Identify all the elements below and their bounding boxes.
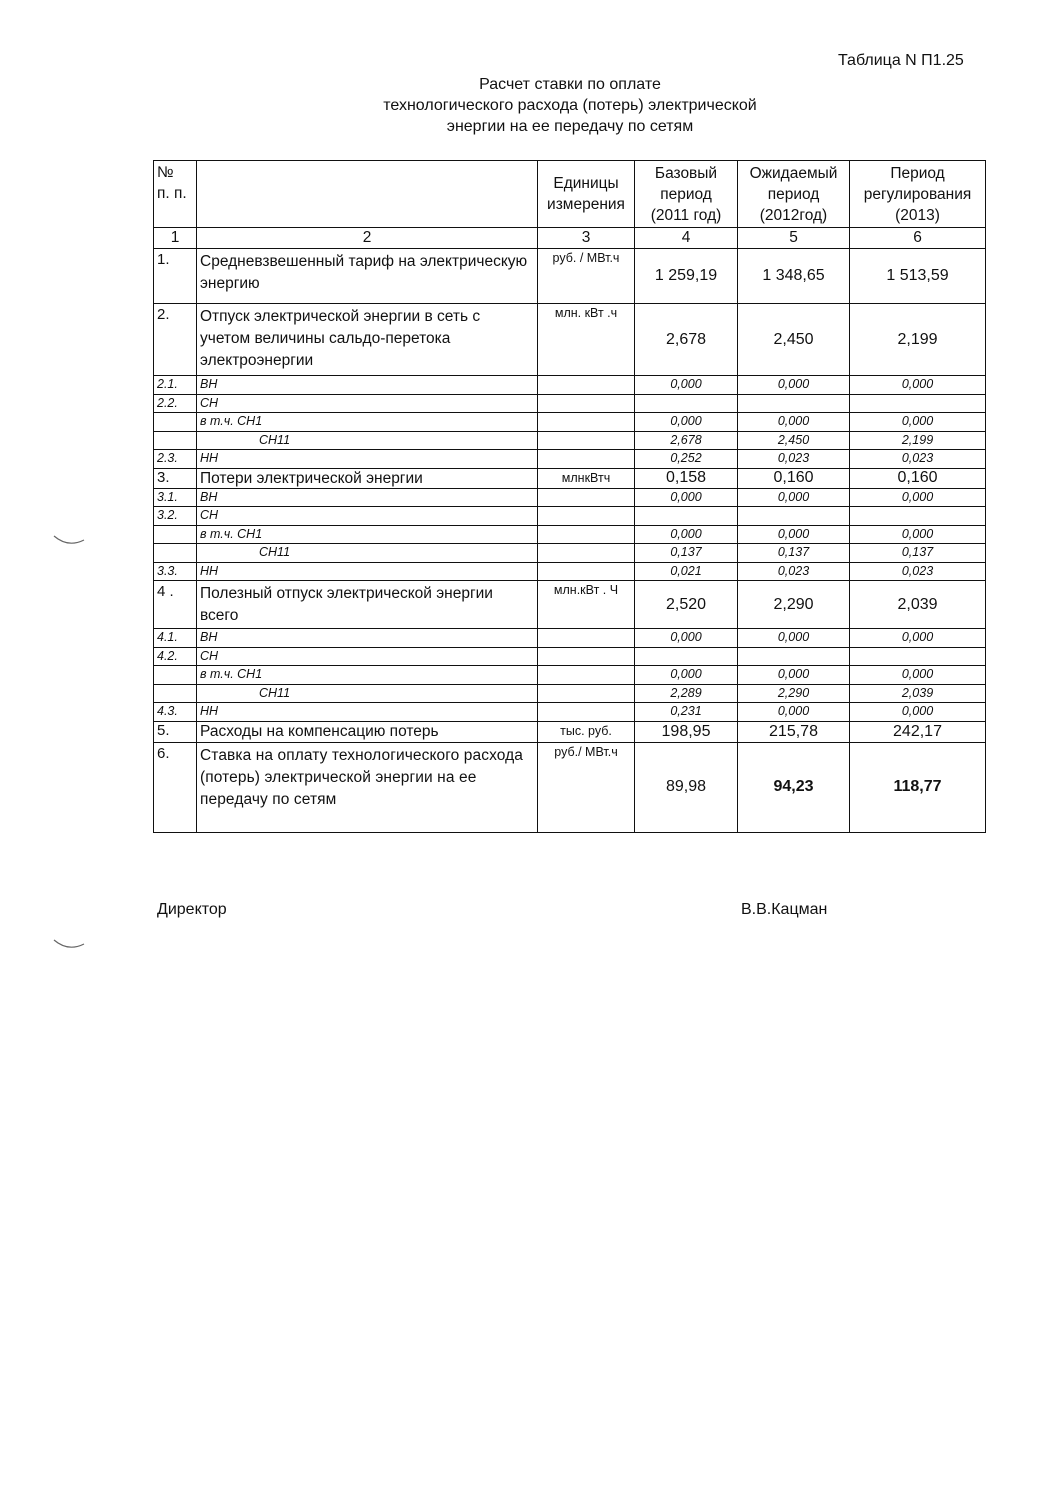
value-regulation: 0,000 — [850, 703, 986, 722]
row-number — [154, 666, 197, 685]
row-unit — [538, 666, 635, 685]
value-base: 0,137 — [635, 544, 738, 563]
row-description: ВН — [197, 629, 538, 648]
value-regulation: 2,199 — [850, 304, 986, 376]
row-description: ВН — [197, 488, 538, 507]
value-base: 2,678 — [635, 304, 738, 376]
row-unit: млнкВтч — [538, 468, 635, 488]
column-number: 6 — [850, 228, 986, 249]
row-number — [154, 684, 197, 703]
table-row — [154, 413, 986, 432]
value-expected: 2,450 — [738, 304, 850, 376]
row-unit: руб. / МВт.ч — [538, 249, 635, 304]
row-description: ВН — [197, 376, 538, 395]
header-line: (2012год) — [759, 206, 828, 224]
value-regulation: 0,023 — [850, 562, 986, 581]
table-row — [154, 394, 986, 413]
table-row — [154, 581, 986, 629]
row-number: 4.2. — [154, 647, 197, 666]
value-base: 0,252 — [635, 450, 738, 469]
value-regulation: 0,000 — [850, 525, 986, 544]
row-unit: тыс. руб. — [538, 721, 635, 742]
value-expected: 0,023 — [738, 450, 850, 469]
header-units-line: Единицы — [553, 175, 619, 192]
value-base: 2,678 — [635, 431, 738, 450]
row-number: 3.3. — [154, 562, 197, 581]
table-row — [154, 647, 986, 666]
row-description: Средневзвешенный тариф на электрическую энергию — [197, 249, 538, 304]
value-expected: 215,78 — [738, 721, 850, 742]
header-num-line: № — [157, 164, 174, 181]
value-base: 0,158 — [635, 468, 738, 488]
row-unit — [538, 684, 635, 703]
header-units — [538, 161, 635, 228]
table-row — [154, 629, 986, 648]
value-expected: 0,000 — [738, 703, 850, 722]
table-row — [154, 721, 986, 742]
value-expected: 0,000 — [738, 413, 850, 432]
header-line: Ожидаемый — [749, 164, 838, 182]
column-number: 5 — [738, 228, 850, 249]
row-number: 4.3. — [154, 703, 197, 722]
value-expected — [738, 507, 850, 526]
header-line: (2011 год) — [650, 206, 722, 224]
value-base: 0,000 — [635, 629, 738, 648]
document-title — [330, 74, 810, 137]
signature-position: Директор — [157, 901, 227, 918]
row-number — [154, 544, 197, 563]
value-regulation: 2,039 — [850, 581, 986, 629]
value-expected: 94,23 — [738, 742, 850, 832]
row-number: 5. — [154, 721, 197, 742]
row-number: 2.3. — [154, 450, 197, 469]
value-base: 198,95 — [635, 721, 738, 742]
value-expected: 2,290 — [738, 684, 850, 703]
table-row — [154, 742, 986, 832]
row-unit — [538, 525, 635, 544]
header-line: период — [767, 185, 820, 203]
header-base-period — [635, 161, 738, 228]
table-row — [154, 562, 986, 581]
value-regulation: 0,000 — [850, 488, 986, 507]
title-line: технологического расхода (потерь) электрической — [383, 97, 757, 114]
value-regulation: 2,199 — [850, 431, 986, 450]
header-regulation-period — [850, 161, 986, 228]
value-expected: 1 348,65 — [738, 249, 850, 304]
header-num-line: п. п. — [157, 185, 187, 202]
row-description: в т.ч. СН1 — [197, 525, 538, 544]
value-expected: 2,290 — [738, 581, 850, 629]
value-base: 0,000 — [635, 413, 738, 432]
row-unit: руб./ МВт.ч — [538, 742, 635, 832]
column-number: 3 — [538, 228, 635, 249]
row-description: в т.ч. СН1 — [197, 413, 538, 432]
value-regulation — [850, 507, 986, 526]
value-expected: 0,000 — [738, 488, 850, 507]
value-expected: 0,160 — [738, 468, 850, 488]
row-description: СН11 — [197, 544, 538, 563]
header-line: регулирования — [863, 185, 972, 203]
value-regulation: 0,000 — [850, 666, 986, 685]
scan-mark-icon — [50, 530, 90, 550]
value-expected — [738, 647, 850, 666]
row-number: 2. — [154, 304, 197, 376]
value-regulation: 1 513,59 — [850, 249, 986, 304]
scan-mark-icon — [50, 936, 90, 956]
header-line: Базовый — [654, 164, 718, 182]
value-regulation: 0,000 — [850, 376, 986, 395]
value-base: 0,000 — [635, 666, 738, 685]
value-base: 0,000 — [635, 488, 738, 507]
value-regulation: 0,160 — [850, 468, 986, 488]
value-expected: 0,000 — [738, 666, 850, 685]
value-base: 1 259,19 — [635, 249, 738, 304]
row-description: СН — [197, 507, 538, 526]
column-number: 1 — [154, 228, 197, 249]
value-expected: 0,000 — [738, 376, 850, 395]
value-regulation — [850, 394, 986, 413]
header-units-line: измерения — [547, 196, 625, 213]
table-row — [154, 249, 986, 304]
row-unit — [538, 562, 635, 581]
header-description — [197, 161, 538, 228]
row-unit — [538, 376, 635, 395]
table-row — [154, 488, 986, 507]
row-number — [154, 431, 197, 450]
header-line: (2013) — [895, 206, 940, 224]
value-regulation: 118,77 — [850, 742, 986, 832]
table-row — [154, 450, 986, 469]
value-base: 0,021 — [635, 562, 738, 581]
value-regulation: 242,17 — [850, 721, 986, 742]
value-regulation: 0,000 — [850, 413, 986, 432]
row-unit — [538, 544, 635, 563]
value-expected: 0,137 — [738, 544, 850, 563]
row-number: 3. — [154, 468, 197, 488]
column-number: 4 — [635, 228, 738, 249]
row-description: в т.ч. СН1 — [197, 666, 538, 685]
row-unit: млн. кВт .ч — [538, 304, 635, 376]
row-description: СН — [197, 647, 538, 666]
title-line: энергии на ее передачу по сетям — [446, 118, 694, 135]
table-row — [154, 376, 986, 395]
row-number — [154, 413, 197, 432]
header-line: период — [660, 185, 712, 203]
value-base — [635, 647, 738, 666]
row-description: СН — [197, 394, 538, 413]
table-row — [154, 525, 986, 544]
row-unit — [538, 394, 635, 413]
value-base — [635, 507, 738, 526]
table-row — [154, 507, 986, 526]
row-number: 3.1. — [154, 488, 197, 507]
value-base: 0,231 — [635, 703, 738, 722]
table-row — [154, 431, 986, 450]
value-expected: 0,023 — [738, 562, 850, 581]
column-numbers-row — [154, 228, 986, 249]
row-number: 4 . — [154, 581, 197, 629]
row-unit: млн.кВт . Ч — [538, 581, 635, 629]
row-description: Отпуск электрической энергии в сеть с учетом величины сальдо-перетока электроэнергии — [197, 304, 538, 376]
value-regulation: 0,137 — [850, 544, 986, 563]
value-base: 2,289 — [635, 684, 738, 703]
calculation-table — [153, 160, 986, 833]
value-base: 89,98 — [635, 742, 738, 832]
row-unit — [538, 703, 635, 722]
value-base: 0,000 — [635, 376, 738, 395]
value-regulation: 0,023 — [850, 450, 986, 469]
row-unit — [538, 488, 635, 507]
row-number — [154, 525, 197, 544]
table-row — [154, 666, 986, 685]
value-expected: 2,450 — [738, 431, 850, 450]
row-number: 1. — [154, 249, 197, 304]
table-number: Таблица N П1.25 — [838, 52, 964, 69]
row-unit — [538, 629, 635, 648]
row-description: НН — [197, 562, 538, 581]
title-line: Расчет ставки по оплате — [479, 76, 661, 93]
row-description: НН — [197, 450, 538, 469]
row-description: Расходы на компенсацию потерь — [197, 721, 538, 742]
value-base: 0,000 — [635, 525, 738, 544]
row-description: НН — [197, 703, 538, 722]
row-unit — [538, 450, 635, 469]
table-row — [154, 304, 986, 376]
row-number: 2.2. — [154, 394, 197, 413]
row-number: 4.1. — [154, 629, 197, 648]
header-num — [154, 161, 197, 228]
header-expected-period — [738, 161, 850, 228]
header-line: Период — [890, 164, 945, 182]
table-row — [154, 703, 986, 722]
value-base — [635, 394, 738, 413]
table-row — [154, 684, 986, 703]
row-number: 2.1. — [154, 376, 197, 395]
signature-name: В.В.Кацман — [741, 901, 828, 918]
value-regulation: 2,039 — [850, 684, 986, 703]
row-unit — [538, 413, 635, 432]
value-expected: 0,000 — [738, 629, 850, 648]
row-description: Полезный отпуск электрической энергии всего — [197, 581, 538, 629]
value-base: 2,520 — [635, 581, 738, 629]
row-unit — [538, 647, 635, 666]
row-unit — [538, 431, 635, 450]
row-description: Потери электрической энергии — [197, 468, 538, 488]
value-regulation — [850, 647, 986, 666]
table-row — [154, 468, 986, 488]
row-description: СН11 — [197, 684, 538, 703]
row-number: 3.2. — [154, 507, 197, 526]
value-regulation: 0,000 — [850, 629, 986, 648]
row-number: 6. — [154, 742, 197, 832]
table-row — [154, 544, 986, 563]
value-expected — [738, 394, 850, 413]
value-expected: 0,000 — [738, 525, 850, 544]
row-description: СН11 — [197, 431, 538, 450]
row-description: Ставка на оплату технологического расхода (потерь) электрической энергии на ее передачу по сетям — [197, 742, 538, 832]
column-number: 2 — [197, 228, 538, 249]
row-unit — [538, 507, 635, 526]
